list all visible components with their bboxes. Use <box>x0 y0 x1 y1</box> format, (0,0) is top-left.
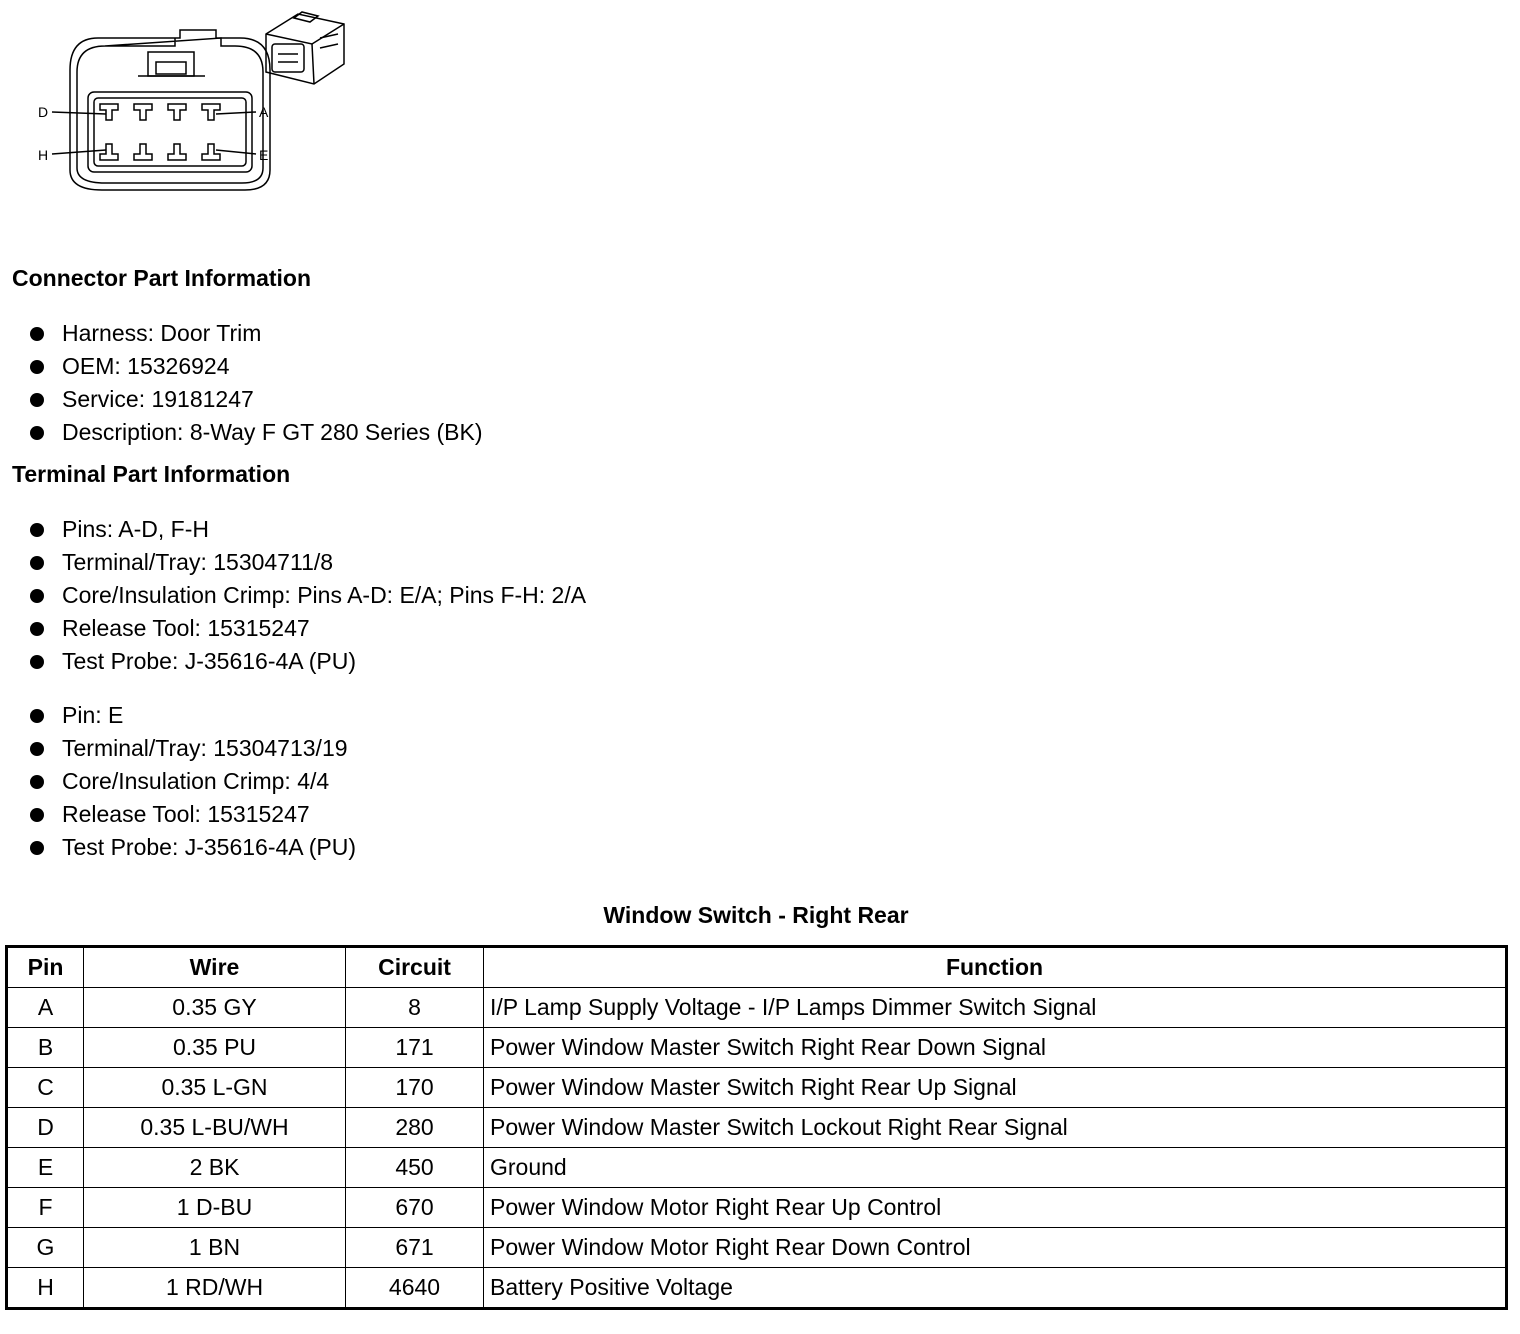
list-item: Pins: A-D, F-H <box>30 513 586 546</box>
bullet-icon <box>30 360 44 374</box>
list-item: Core/Insulation Crimp: Pins A-D: E/A; Pins F-H: 2/A <box>30 579 586 612</box>
cell-function: Power Window Master Switch Right Rear Up Signal <box>484 1068 1507 1108</box>
bullet-icon <box>30 775 44 789</box>
cell-wire: 0.35 L-GN <box>84 1068 346 1108</box>
terminal-info-heading: Terminal Part Information <box>12 461 291 487</box>
pin-label-a: A <box>259 104 269 120</box>
cell-function: Power Window Motor Right Rear Down Control <box>484 1228 1507 1268</box>
cell-wire: 1 RD/WH <box>84 1268 346 1309</box>
list-item: Test Probe: J-35616-4A (PU) <box>30 831 356 864</box>
list-item: Description: 8-Way F GT 280 Series (BK) <box>30 416 483 449</box>
list-item: Terminal/Tray: 15304711/8 <box>30 546 586 579</box>
column-header-function: Function <box>484 947 1507 988</box>
cell-pin: G <box>7 1228 84 1268</box>
connector-diagram <box>30 0 360 200</box>
bullet-icon <box>30 655 44 669</box>
connector-info-list <box>30 317 483 449</box>
cell-function: Power Window Motor Right Rear Up Control <box>484 1188 1507 1228</box>
bullet-icon <box>30 393 44 407</box>
cell-circuit: 671 <box>346 1228 484 1268</box>
cell-pin: C <box>7 1068 84 1108</box>
bullet-icon <box>30 523 44 537</box>
bottom-terminals <box>100 144 220 160</box>
cell-pin: F <box>7 1188 84 1228</box>
bullet-icon <box>30 709 44 723</box>
cell-wire: 0.35 L-BU/WH <box>84 1108 346 1148</box>
bullet-icon <box>30 622 44 636</box>
bullet-icon <box>30 327 44 341</box>
terminal-info-list-2 <box>30 699 356 864</box>
table-title: Window Switch - Right Rear <box>603 902 909 928</box>
table-row <box>7 1268 1507 1309</box>
cell-circuit: 450 <box>346 1148 484 1188</box>
cell-pin: D <box>7 1108 84 1148</box>
list-item: Pin: E <box>30 699 356 732</box>
cell-pin: E <box>7 1148 84 1188</box>
bullet-icon <box>30 742 44 756</box>
cell-function: Power Window Master Switch Lockout Right Rear Signal <box>484 1108 1507 1148</box>
bullet-icon <box>30 426 44 440</box>
column-header-pin: Pin <box>7 947 84 988</box>
table-row <box>7 1148 1507 1188</box>
cell-wire: 0.35 GY <box>84 988 346 1028</box>
pin-label-d: D <box>38 104 49 120</box>
cell-wire: 1 D-BU <box>84 1188 346 1228</box>
pinout-table <box>5 945 1508 1310</box>
table-row <box>7 1028 1507 1068</box>
terminal-info-list-1 <box>30 513 586 678</box>
cell-circuit: 280 <box>346 1108 484 1148</box>
bullet-icon <box>30 589 44 603</box>
list-item: Harness: Door Trim <box>30 317 483 350</box>
list-item: Release Tool: 15315247 <box>30 798 356 831</box>
cell-function: Ground <box>484 1148 1507 1188</box>
pin-label-h: H <box>38 147 49 163</box>
connector-3d-icon <box>266 12 344 84</box>
cell-circuit: 170 <box>346 1068 484 1108</box>
cell-circuit: 4640 <box>346 1268 484 1309</box>
bullet-icon <box>30 808 44 822</box>
table-header-row <box>7 947 1507 988</box>
list-item: Core/Insulation Crimp: 4/4 <box>30 765 356 798</box>
table-row <box>7 1188 1507 1228</box>
pin-label-e: E <box>259 147 269 163</box>
bullet-icon <box>30 841 44 855</box>
cell-pin: H <box>7 1268 84 1309</box>
cell-function: Power Window Master Switch Right Rear Down Signal <box>484 1028 1507 1068</box>
list-item: Test Probe: J-35616-4A (PU) <box>30 645 586 678</box>
table-row <box>7 1068 1507 1108</box>
connector-info-heading: Connector Part Information <box>12 265 312 291</box>
cell-circuit: 171 <box>346 1028 484 1068</box>
table-row <box>7 1228 1507 1268</box>
list-item: Terminal/Tray: 15304713/19 <box>30 732 356 765</box>
list-item: OEM: 15326924 <box>30 350 483 383</box>
column-header-circuit: Circuit <box>346 947 484 988</box>
bullet-icon <box>30 556 44 570</box>
cell-wire: 0.35 PU <box>84 1028 346 1068</box>
cell-wire: 2 BK <box>84 1148 346 1188</box>
cell-circuit: 8 <box>346 988 484 1028</box>
cell-wire: 1 BN <box>84 1228 346 1268</box>
column-header-wire: Wire <box>84 947 346 988</box>
table-row <box>7 1108 1507 1148</box>
cell-pin: A <box>7 988 84 1028</box>
list-item: Service: 19181247 <box>30 383 483 416</box>
cell-function: Battery Positive Voltage <box>484 1268 1507 1309</box>
cell-circuit: 670 <box>346 1188 484 1228</box>
cell-function: I/P Lamp Supply Voltage - I/P Lamps Dimmer Switch Signal <box>484 988 1507 1028</box>
cell-pin: B <box>7 1028 84 1068</box>
table-row <box>7 988 1507 1028</box>
list-item: Release Tool: 15315247 <box>30 612 586 645</box>
top-terminals <box>100 104 220 120</box>
